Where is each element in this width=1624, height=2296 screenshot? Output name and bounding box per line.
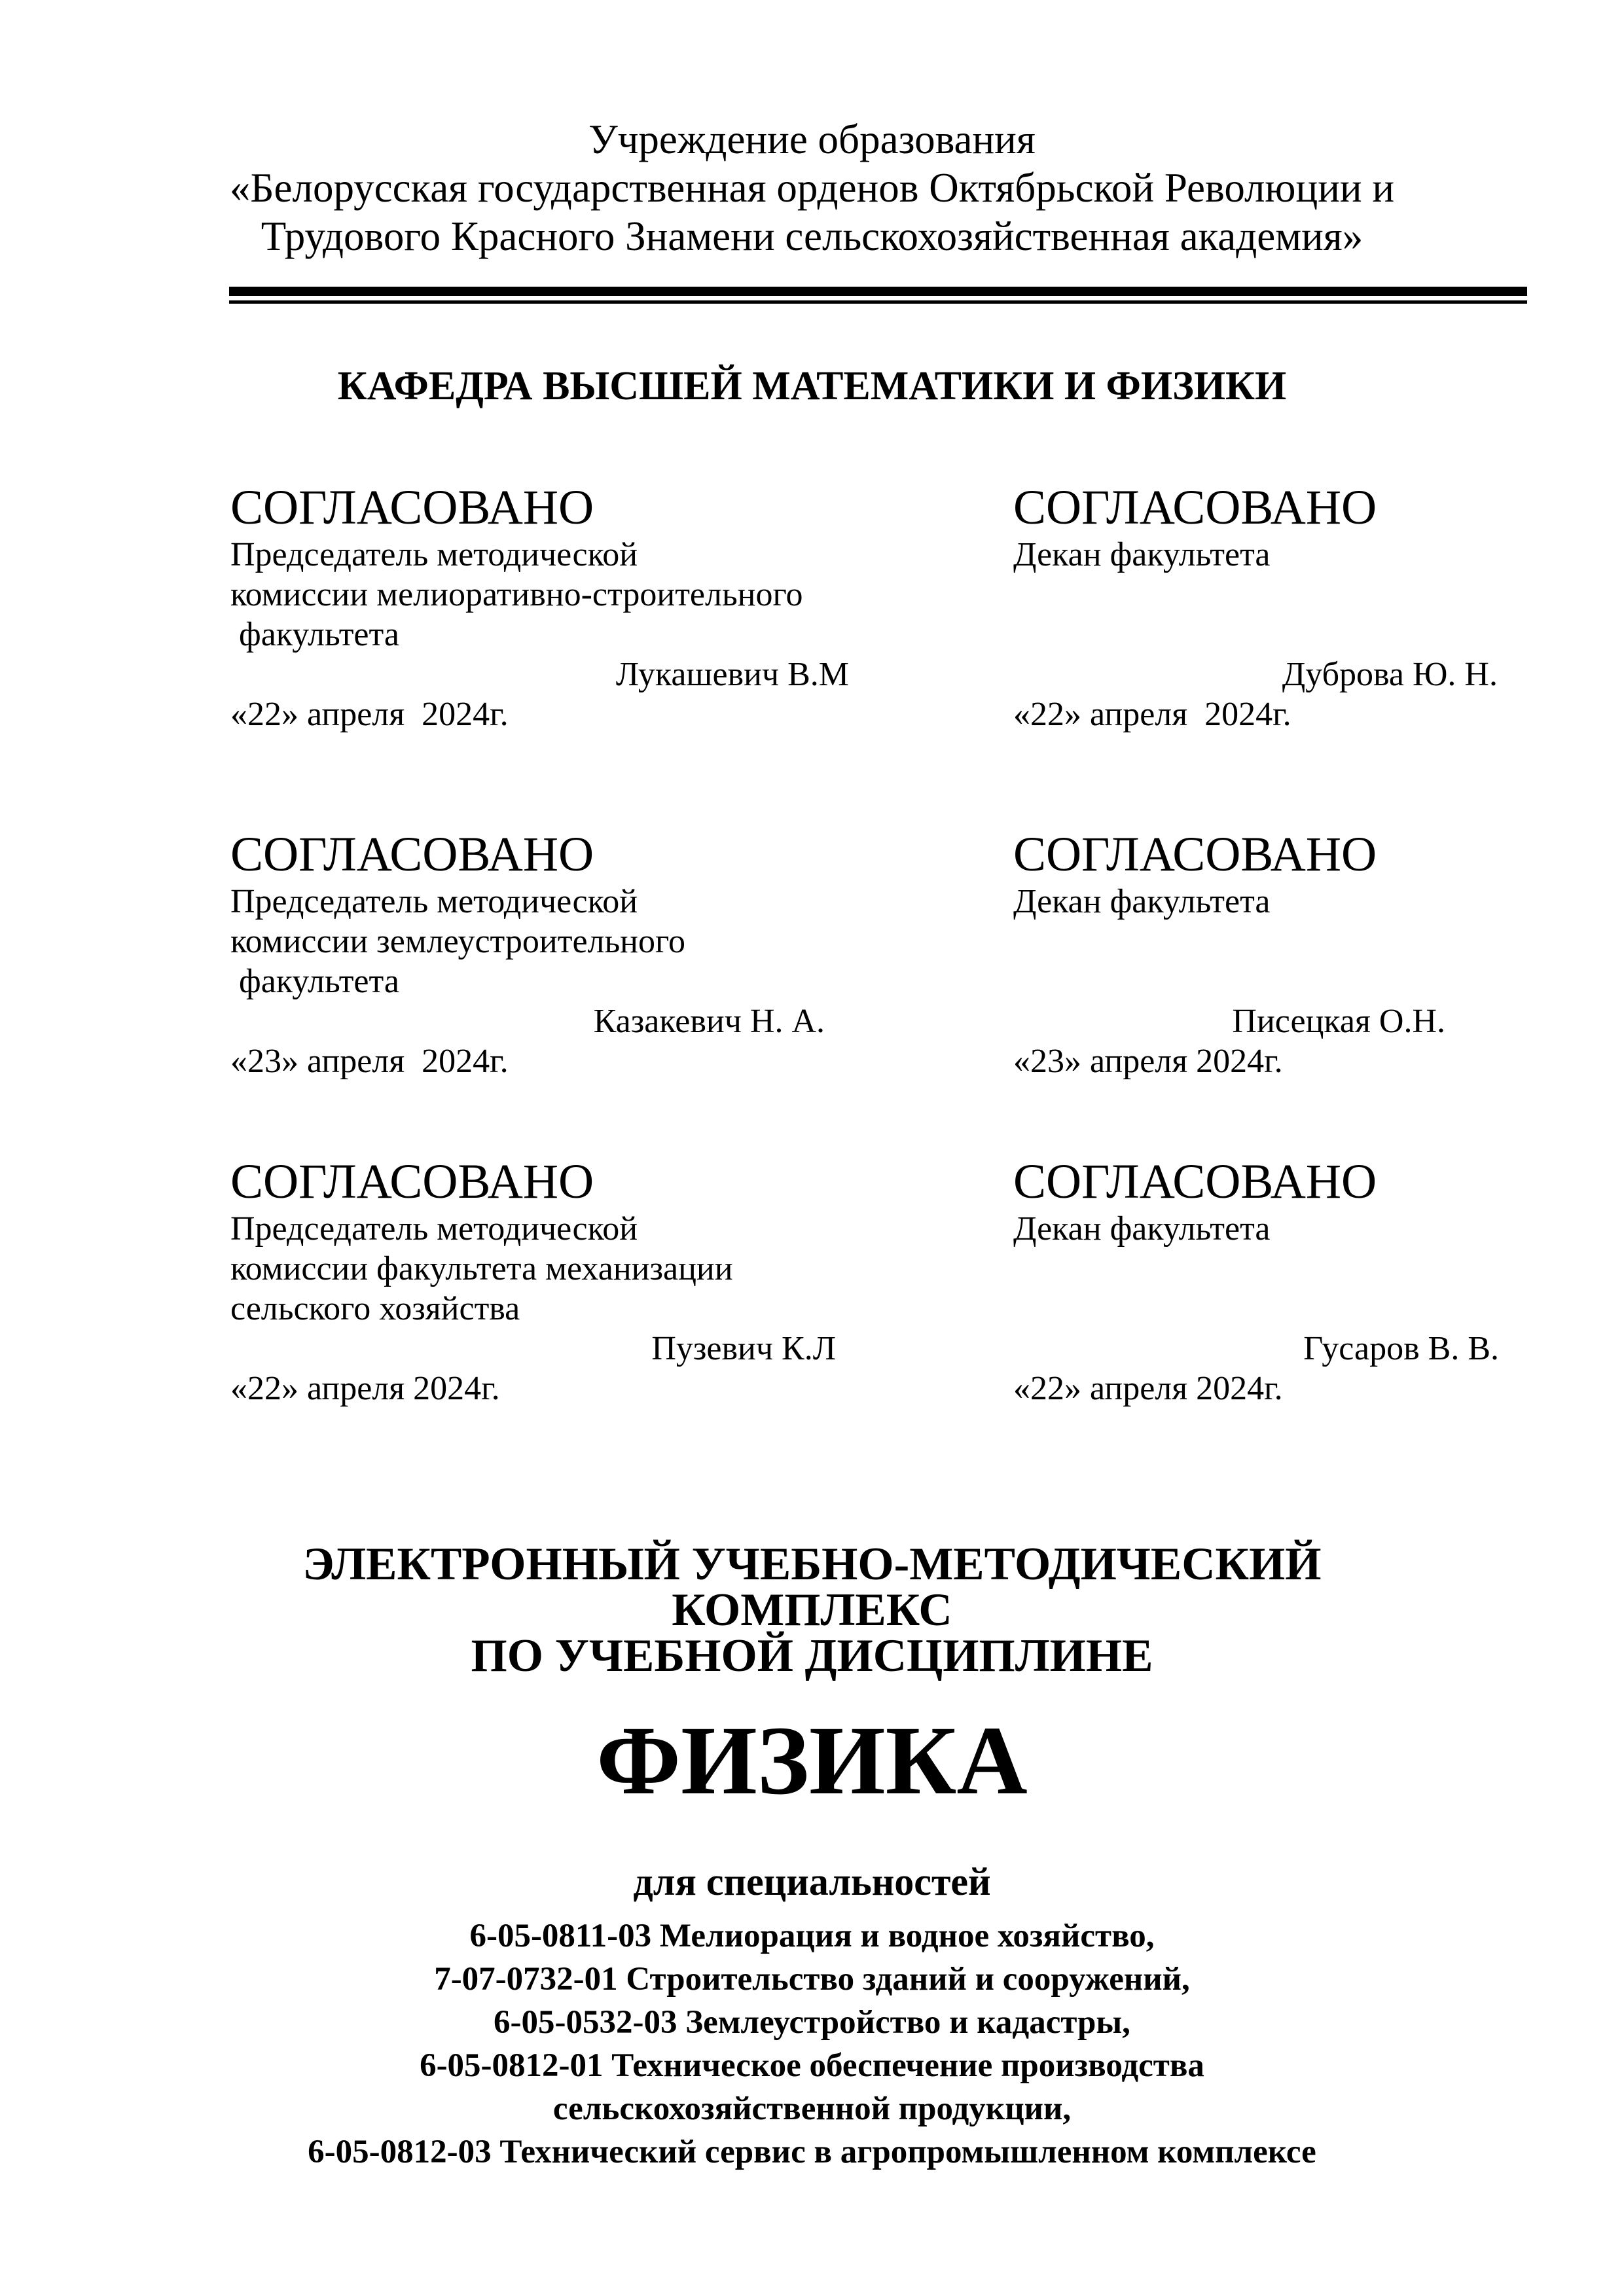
- approval-heading: СОГЛАСОВАНО: [1013, 1155, 1377, 1209]
- approval-role-line: Декан факультета: [1013, 1210, 1271, 1247]
- approval-role-line: комиссии мелиоративно-строительного: [230, 576, 803, 613]
- approval-block-right-2: [1013, 828, 1537, 1081]
- approval-block-left-3: [230, 1155, 885, 1408]
- approval-date: «22» апреля 2024г.: [230, 1370, 500, 1407]
- institution-line: «Белорусская государственная орденов Октябрьской Революции и: [229, 165, 1395, 211]
- complex-title-line: ЭЛЕКТРОННЫЙ УЧЕБНО-МЕТОДИЧЕСКИЙ: [302, 1539, 1322, 1590]
- complex-title-line: ПО УЧЕБНОЙ ДИСЦИПЛИНЕ: [471, 1630, 1153, 1681]
- approval-signatory: Лукашевич В.М: [615, 656, 849, 693]
- approval-block-left-2: [230, 828, 885, 1081]
- approval-role-line: факультета: [230, 616, 399, 653]
- approval-date: «22» апреля 2024г.: [230, 696, 509, 733]
- department-title: КАФЕДРА ВЫСШЕЙ МАТЕМАТИКИ И ФИЗИКИ: [337, 364, 1287, 408]
- approval-block-right-3: [1013, 1155, 1537, 1408]
- institution-line: Учреждение образования: [588, 117, 1036, 162]
- institution-line: Трудового Красного Знамени сельскохозяйственная академия»: [261, 213, 1363, 259]
- approval-signatory: Гусаров В. В.: [1303, 1330, 1499, 1367]
- specialty-line: 7-07-0732-01 Строительство зданий и сооружений,: [434, 1961, 1190, 1998]
- approval-signatory: Пузевич К.Л: [651, 1330, 836, 1367]
- approval-date: «23» апреля 2024г.: [230, 1043, 509, 1080]
- approval-signatory: Писецкая О.Н.: [1232, 1003, 1445, 1040]
- approval-role-line: Председатель методической: [230, 883, 638, 920]
- approval-date: «22» апреля 2024г.: [1013, 696, 1291, 733]
- specialty-line: сельскохозяйственной продукции,: [552, 2090, 1072, 2127]
- specialty-line: 6-05-0811-03 Мелиорация и водное хозяйство,: [469, 1918, 1155, 1954]
- approval-signatory: Дуброва Ю. Н.: [1282, 656, 1498, 693]
- complex-title-line: КОМПЛЕКС: [672, 1585, 952, 1636]
- discipline-name: ФИЗИКА: [596, 1706, 1028, 1815]
- approval-date: «22» апреля 2024г.: [1013, 1370, 1283, 1407]
- approval-role-line: сельского хозяйства: [230, 1290, 520, 1327]
- complex-title: [0, 1541, 1624, 1679]
- institution-header: [0, 115, 1624, 260]
- approval-role-line: факультета: [230, 963, 399, 1000]
- approval-heading: СОГЛАСОВАНО: [1013, 827, 1377, 882]
- approval-date: «23» апреля 2024г.: [1013, 1043, 1283, 1080]
- specialty-line: 6-05-0532-03 Землеустройство и кадастры,: [494, 2004, 1130, 2041]
- approval-heading: СОГЛАСОВАНО: [1013, 480, 1377, 535]
- specialty-line: 6-05-0812-03 Технический сервис в агропромышленном комплексе: [308, 2134, 1316, 2170]
- approval-heading: СОГЛАСОВАНО: [230, 1155, 594, 1209]
- approval-role-line: комиссии факультета механизации: [230, 1250, 733, 1287]
- specialties-list: [0, 1914, 1624, 2174]
- approval-role-line: Председатель методической: [230, 536, 638, 573]
- header-divider-thick: [229, 287, 1527, 296]
- approval-block-left-1: [230, 481, 885, 734]
- approval-role-line: Декан факультета: [1013, 536, 1271, 573]
- approval-role-line: комиссии землеустроительного: [230, 923, 686, 960]
- approval-heading: СОГЛАСОВАНО: [230, 480, 594, 535]
- approval-role-line: Декан факультета: [1013, 883, 1271, 920]
- approval-heading: СОГЛАСОВАНО: [230, 827, 594, 882]
- specialty-line: 6-05-0812-01 Техническое обеспечение производства: [420, 2047, 1204, 2084]
- specialties-heading: для специальностей: [633, 1860, 991, 1903]
- approval-role-line: Председатель методической: [230, 1210, 638, 1247]
- approval-block-right-1: [1013, 481, 1537, 734]
- approval-signatory: Казакевич Н. А.: [593, 1003, 825, 1040]
- header-divider-thin: [229, 300, 1527, 304]
